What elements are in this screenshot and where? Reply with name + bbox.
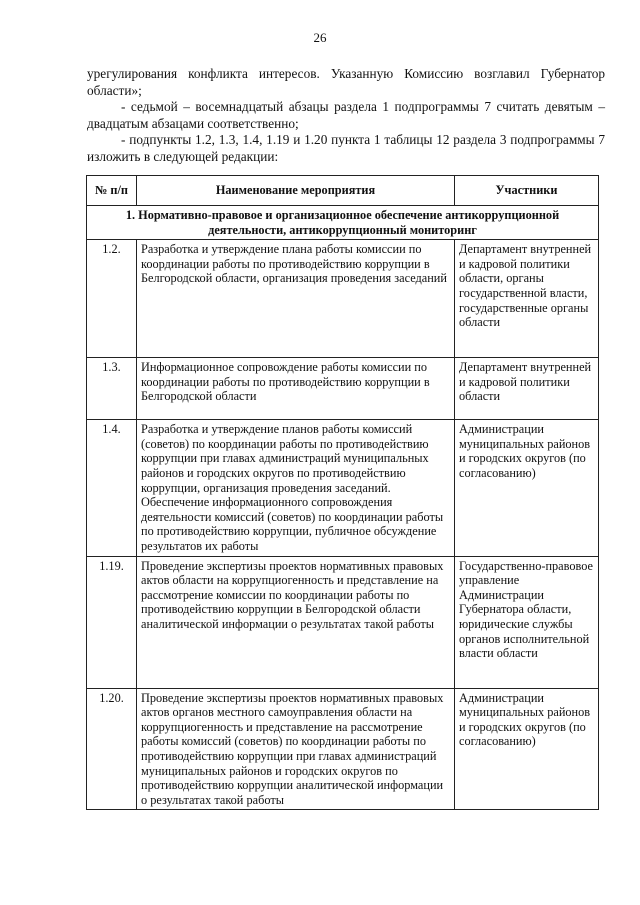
table-row [87,420,599,556]
intro-paragraph-3: - подпункты 1.2, 1.3, 1.4, 1.19 и 1.20 пункта 1 таблицы 12 раздела 3 подпрограммы 7 изложить в следующей редакции: [87,132,605,164]
row-number: 1.19. [87,556,137,688]
intro-text [87,66,605,165]
row-participants: Департамент внутренней и кадровой политики области [455,358,599,420]
row-participants: Департамент внутренней и кадровой политики области, органы государственной власти, государственные органы области [455,240,599,358]
row-name: Разработка и утверждение планов работы комиссий (советов) по координации работы по противодействию коррупции при главах администраций муниципальных районов и городских округов по противодействию коррупции, организация проведения заседаний. Обеспечение информационного сопровождения деятельности комиссий (советов) по координации работы по противодействию коррупции, публичное обсуждение результатов их работы [137,420,455,556]
row-number: 1.2. [87,240,137,358]
row-number: 1.4. [87,420,137,556]
header-name: Наименование мероприятия [137,176,455,206]
table-row [87,556,599,688]
header-participants: Участники [455,176,599,206]
page-number: 26 [313,30,327,45]
table-row [87,358,599,420]
row-number: 1.3. [87,358,137,420]
table-header-row [87,176,599,206]
row-participants: Государственно-правовое управление Администрации Губернатора области, юридические службы органов исполнительной власти области [455,556,599,688]
intro-paragraph-2: - седьмой – восемнадцатый абзацы раздела 1 подпрограммы 7 считать девятым – двадцатым абзацами соответственно; [87,99,605,131]
row-name: Разработка и утверждение плана работы комиссии по координации работы по противодействию коррупции в Белгородской области, организация проведения заседаний [137,240,455,358]
row-participants: Администрации муниципальных районов и городских округов (по согласованию) [455,420,599,556]
row-name: Информационное сопровождение работы комиссии по координации работы по противодействию коррупции в Белгородской области [137,358,455,420]
header-number: № п/п [87,176,137,206]
row-participants: Администрации муниципальных районов и городских округов (по согласованию) [455,688,599,810]
row-number: 1.20. [87,688,137,810]
section-row [87,206,599,240]
row-name: Проведение экспертизы проектов нормативных правовых актов органов местного самоуправления области на коррупциогенность и представление на рассмотрение работы комиссий (советов) по координации работы по противодействию коррупции при главах администраций муниципальных районов и городских округов по противодействию коррупции аналитической информации о результатах такой работы [137,688,455,810]
measures-table [86,175,599,810]
row-name: Проведение экспертизы проектов нормативных правовых актов области на коррупциогенность и представление на рассмотрение комиссии по координации работы по противодействию коррупции в Белгородской области аналитической информации о результатах такой работы [137,556,455,688]
table-row [87,688,599,810]
table-row [87,240,599,358]
intro-paragraph-1: урегулирования конфликта интересов. Указанную Комиссию возглавил Губернатор области»; [87,66,605,98]
section-title: 1. Нормативно-правовое и организационное обеспечение антикоррупционной деятельности, антикоррупционный мониторинг [87,206,599,240]
